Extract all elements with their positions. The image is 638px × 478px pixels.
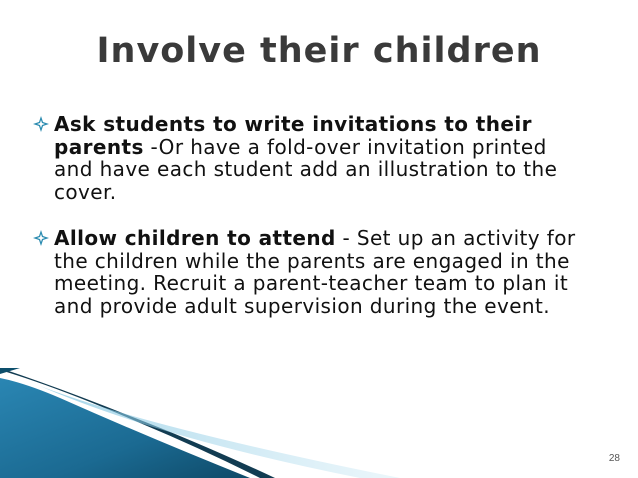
bullet-lead: Ask students to write invitations to their parents [54,112,532,159]
four-point-star-icon [33,230,49,246]
bullet-item-invitations [32,113,592,203]
four-point-star-icon [33,116,49,132]
bullet-text: - Set up an activity for the children while the parents are engaged in the meeting. Recruit a parent-teacher team to plan it and provide adult supervision during the event. [54,226,576,318]
slide-title: Involve their children [96,31,542,71]
bullet-text: -Or have a fold-over invitation printed and have each student add an illustration to the cover. [54,134,558,204]
bullet-list [32,113,592,341]
blue-swoosh-decoration [0,368,638,478]
page-number: 28 [608,453,620,464]
bullet-item-children-attend [32,227,592,317]
bullet-lead: Allow children to attend [54,226,336,250]
